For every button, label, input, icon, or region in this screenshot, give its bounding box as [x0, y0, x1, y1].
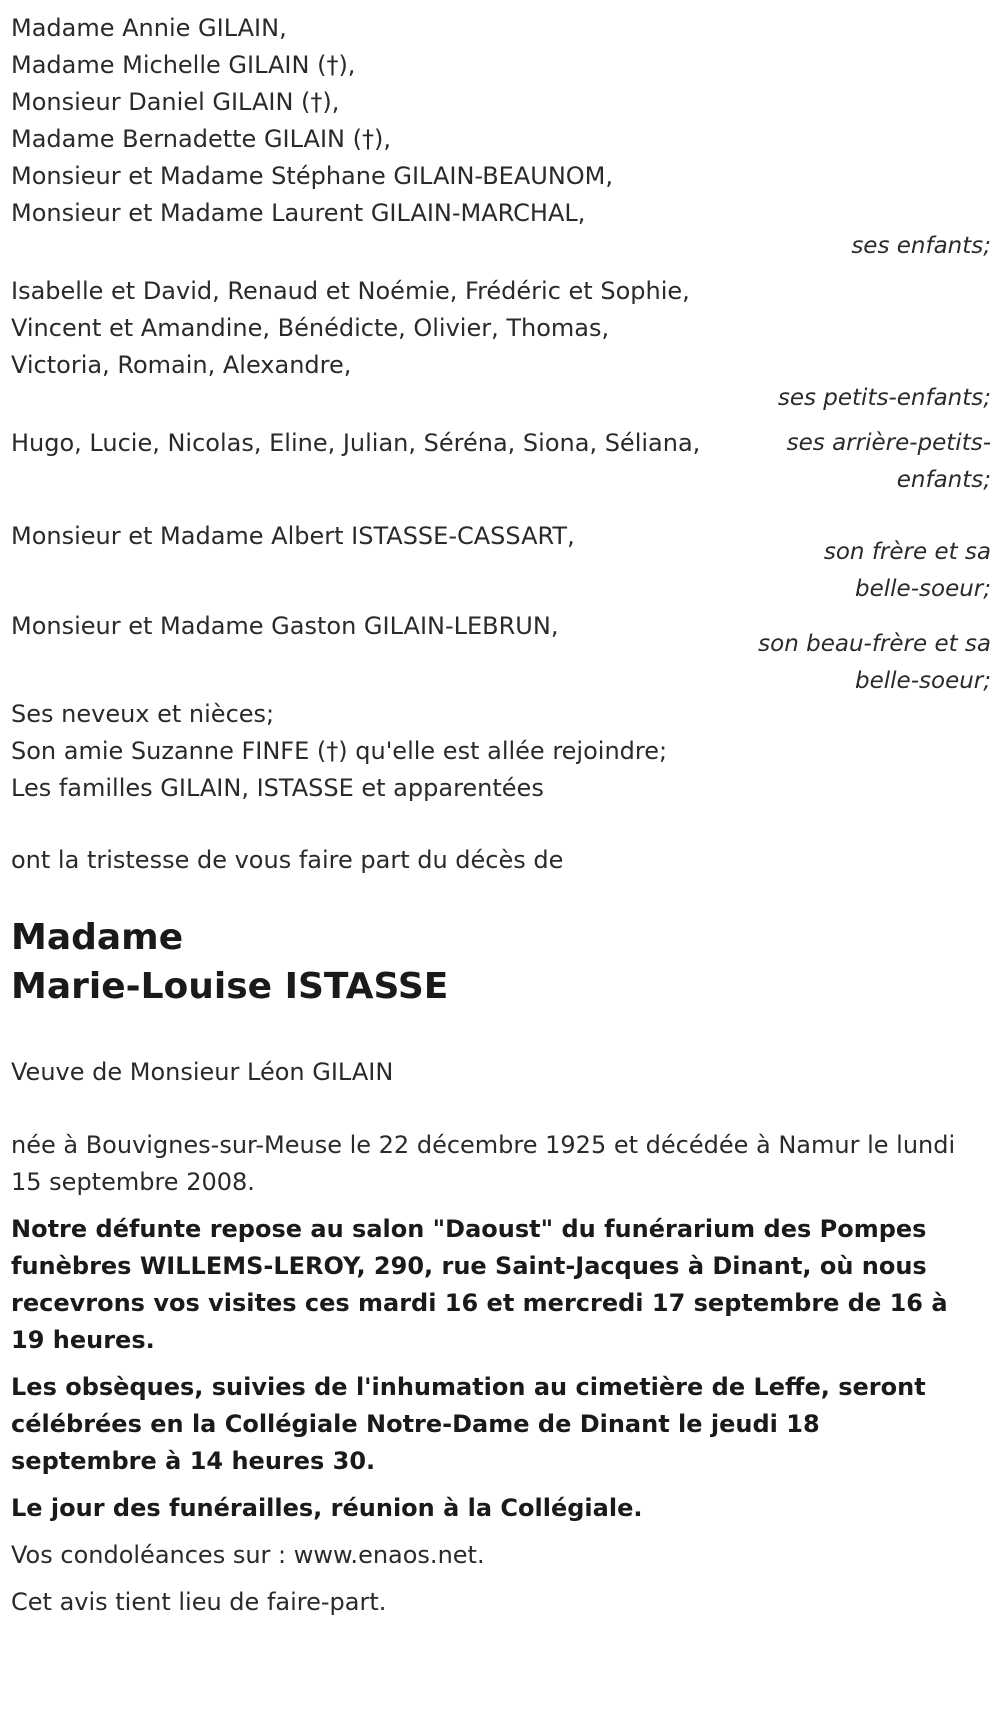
meeting-text: Le jour des funérailles, réunion à la Collégiale. [11, 1494, 643, 1522]
relation-label [731, 534, 991, 608]
announcement-text: ont la tristesse de vous faire part du décès de [11, 846, 564, 874]
visitation-text: Notre défunte repose au salon "Daoust" du funérarium des Pompes funèbres WILLEMS-LEROY, 290, rue Saint-Jacques à Dinant, où nous recevrons vos visites ces mardi 16 et mercredi 17 septembre de 16 à 19 heures. [11, 1215, 948, 1354]
grandchildren-group [11, 273, 991, 417]
deceased-name-block [11, 913, 991, 1011]
condolences-text: Vos condoléances sur : www.enaos.net. [11, 1541, 485, 1569]
family-line: Monsieur et Madame Laurent GILAIN-MARCHAL, [11, 199, 586, 227]
relation-label [731, 626, 991, 700]
family-line: Vincent et Amandine, Bénédicte, Olivier, Thomas, [11, 314, 610, 342]
deceased-name: Marie-Louise ISTASSE [11, 966, 449, 1007]
deceased-title: Madame [11, 917, 184, 958]
great-grandchildren-group [11, 425, 991, 510]
notice-text: Cet avis tient lieu de faire-part. [11, 1588, 387, 1616]
brother-group [11, 518, 991, 600]
relation-label-line: enfants; [896, 467, 991, 493]
family-line: Monsieur et Madame Albert ISTASSE-CASSART, [11, 522, 575, 550]
family-line: Monsieur Daniel GILAIN (†), [11, 88, 340, 116]
family-line: Isabelle et David, Renaud et Noémie, Frédéric et Sophie, [11, 277, 690, 305]
relation-label-line: son frère et sa [823, 539, 991, 565]
obituary-notice [11, 10, 991, 1621]
family-line: Les familles GILAIN, ISTASSE et apparentées [11, 774, 544, 802]
birth-death-text: née à Bouvignes-sur-Meuse le 22 décembre 1925 et décédée à Namur le lundi 15 septembre 2008. [11, 1131, 956, 1196]
widow-of-text: Veuve de Monsieur Léon GILAIN [11, 1058, 394, 1086]
family-line: Madame Michelle GILAIN (†), [11, 51, 356, 79]
brother-in-law-group [11, 608, 991, 692]
family-line: Monsieur et Madame Gaston GILAIN-LEBRUN, [11, 612, 559, 640]
family-line: Monsieur et Madame Stéphane GILAIN-BEAUNOM, [11, 162, 613, 190]
relation-label-line: belle-soeur; [855, 668, 991, 694]
family-line: Son amie Suzanne FINFE (†) qu'elle est allée rejoindre; [11, 737, 668, 765]
funeral-text: Les obsèques, suivies de l'inhumation au cimetière de Leffe, seront célébrées en la Collégiale Notre-Dame de Dinant le jeudi 18 septembre à 14 heures 30. [11, 1373, 926, 1475]
relation-label: ses petits-enfants; [777, 385, 991, 411]
relation-label-line: son beau-frère et sa [758, 631, 991, 657]
others-group [11, 696, 991, 807]
family-line: Hugo, Lucie, Nicolas, Eline, Julian, Séréna, Siona, Séliana, [11, 429, 701, 457]
relation-label: ses enfants; [851, 233, 991, 259]
relation-label [731, 425, 991, 499]
family-line: Victoria, Romain, Alexandre, [11, 351, 352, 379]
relation-label-line: belle-soeur; [855, 576, 991, 602]
family-line: Madame Bernadette GILAIN (†), [11, 125, 391, 153]
relation-label-line: ses arrière-petits- [786, 430, 991, 456]
family-line: Ses neveux et nièces; [11, 700, 275, 728]
family-line: Madame Annie GILAIN, [11, 14, 287, 42]
children-group [11, 10, 991, 265]
